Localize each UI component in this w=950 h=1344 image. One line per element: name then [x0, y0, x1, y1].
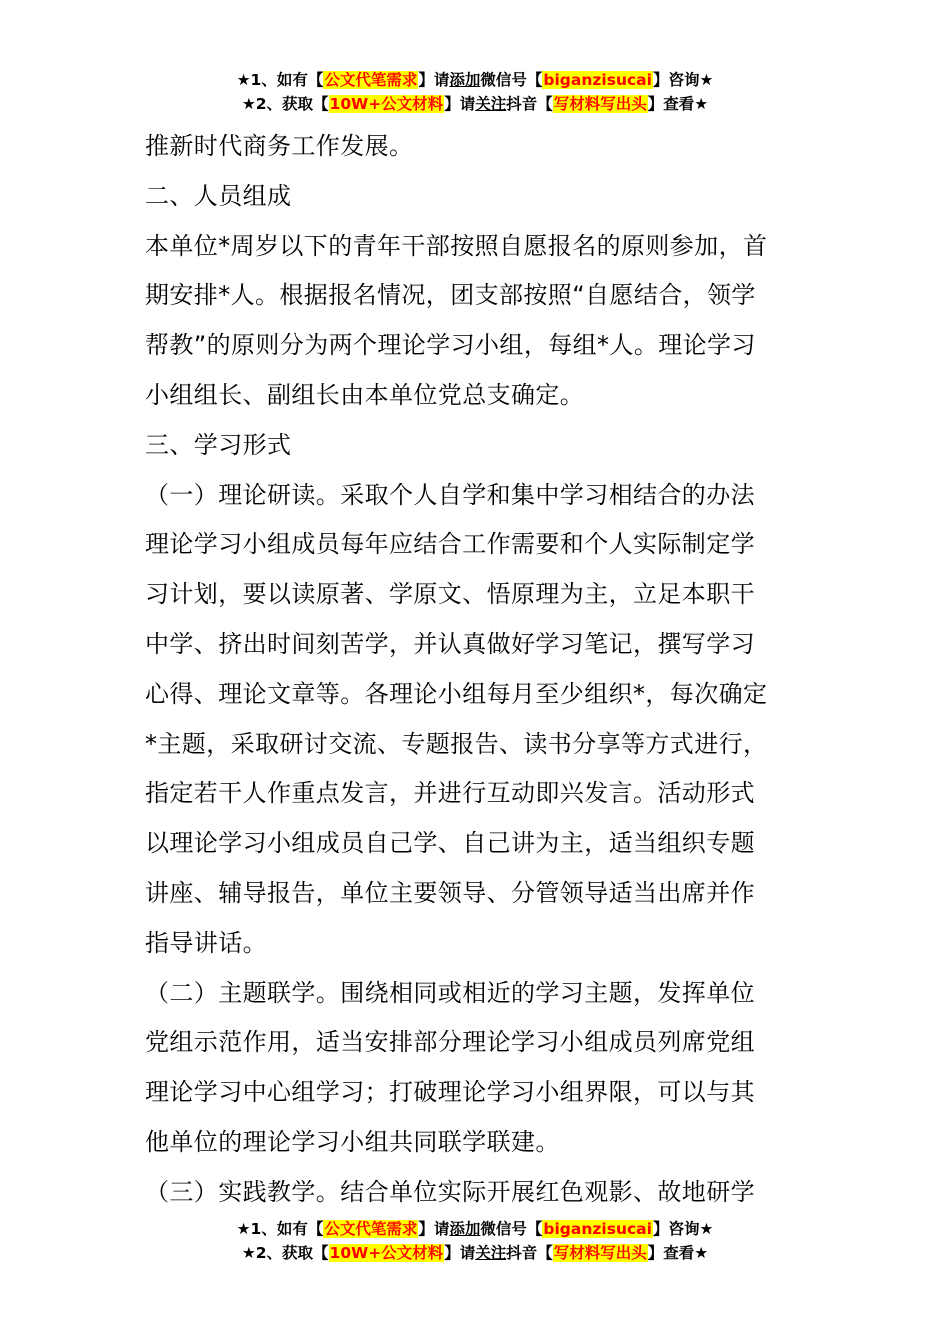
- wechat-id: biganzisucai: [543, 71, 652, 89]
- highlight-text: 10W+公文材料: [329, 95, 444, 113]
- text-line: 习计划，要以读原著、学原文、悟原理为主，立足本职干: [145, 580, 755, 609]
- highlight-text: 公文代笔需求: [324, 71, 418, 89]
- douyin-account: 写材料写出头: [553, 95, 647, 113]
- text-line: 党组示范作用，适当安排部分理论学习小组成员列席党组: [145, 1028, 755, 1057]
- banner-text: ★1、如有【: [236, 1220, 324, 1238]
- text-line: 小组组长、副组长由本单位党总支确定。: [145, 380, 585, 409]
- banner-text: 】查看★: [647, 1244, 709, 1262]
- text-line: 心得、理论文章等。各理论小组每月至少组织*，每次确定: [145, 679, 768, 708]
- douyin-account: 写材料写出头: [553, 1244, 647, 1262]
- banner-text: ★2、获取【: [241, 95, 329, 113]
- underlined-text: 关注: [475, 1244, 507, 1262]
- banner-text: 】请: [418, 71, 450, 89]
- banner-line-1: [0, 68, 950, 92]
- banner-line-2: [0, 92, 950, 116]
- section-heading: 二、人员组成: [145, 181, 292, 210]
- banner-text: 微信号【: [480, 71, 543, 89]
- underlined-text: 添加: [449, 71, 481, 89]
- banner-text: 抖音【: [506, 95, 553, 113]
- banner-text: ★2、获取【: [241, 1244, 329, 1262]
- banner-line-2: [0, 1241, 950, 1265]
- text-line: *主题，采取研讨交流、专题报告、读书分享等方式进行，: [145, 729, 768, 758]
- text-line: （三）实践教学。结合单位实际开展红色观影、故地研学: [145, 1177, 755, 1206]
- footer-banner: [0, 1217, 950, 1265]
- wechat-id: biganzisucai: [543, 1220, 652, 1238]
- text-line: 讲座、辅导报告，单位主要领导、分管领导适当出席并作: [145, 878, 755, 907]
- text-line: 期安排*人。根据报名情况，团支部按照“自愿结合，领学: [145, 281, 756, 310]
- banner-text: 】咨询★: [652, 1220, 714, 1238]
- text-line: 推新时代商务工作发展。: [145, 132, 414, 160]
- banner-line-1: [0, 1217, 950, 1241]
- banner-text: ★1、如有【: [236, 71, 324, 89]
- document-body: [145, 122, 810, 1218]
- highlight-text: 公文代笔需求: [324, 1220, 418, 1238]
- banner-text: 微信号【: [480, 1220, 543, 1238]
- banner-text: 抖音【: [506, 1244, 553, 1262]
- section-heading: 三、学习形式: [145, 430, 292, 459]
- banner-text: 】请: [418, 1220, 450, 1238]
- banner-text: 】请: [444, 1244, 476, 1262]
- text-line: 理论学习中心组学习；打破理论学习小组界限，可以与其: [145, 1078, 755, 1107]
- banner-text: 】咨询★: [652, 71, 714, 89]
- text-line: 指导讲话。: [145, 928, 267, 957]
- text-line: 理论学习小组成员每年应结合工作需要和个人实际制定学: [145, 530, 755, 559]
- text-line: 帮教”的原则分为两个理论学习小组，每组*人。理论学习: [145, 331, 756, 360]
- header-banner: [0, 68, 950, 116]
- text-line: 指定若干人作重点发言，并进行互动即兴发言。活动形式: [145, 779, 755, 808]
- text-line: 以理论学习小组成员自己学、自己讲为主，适当组织专题: [145, 829, 755, 858]
- underlined-text: 添加: [449, 1220, 481, 1238]
- text-line: 他单位的理论学习小组共同联学联建。: [145, 1127, 560, 1156]
- text-line: 中学、挤出时间刻苦学，并认真做好学习笔记，撰写学习: [145, 629, 755, 658]
- highlight-text: 10W+公文材料: [329, 1244, 444, 1262]
- banner-text: 】查看★: [647, 95, 709, 113]
- banner-text: 】请: [444, 95, 476, 113]
- underlined-text: 关注: [475, 95, 507, 113]
- text-line: 本单位*周岁以下的青年干部按照自愿报名的原则参加，首: [145, 231, 768, 260]
- text-line: （一）理论研读。采取个人自学和集中学习相结合的办法: [145, 480, 755, 509]
- text-line: （二）主题联学。围绕相同或相近的学习主题，发挥单位: [145, 978, 755, 1007]
